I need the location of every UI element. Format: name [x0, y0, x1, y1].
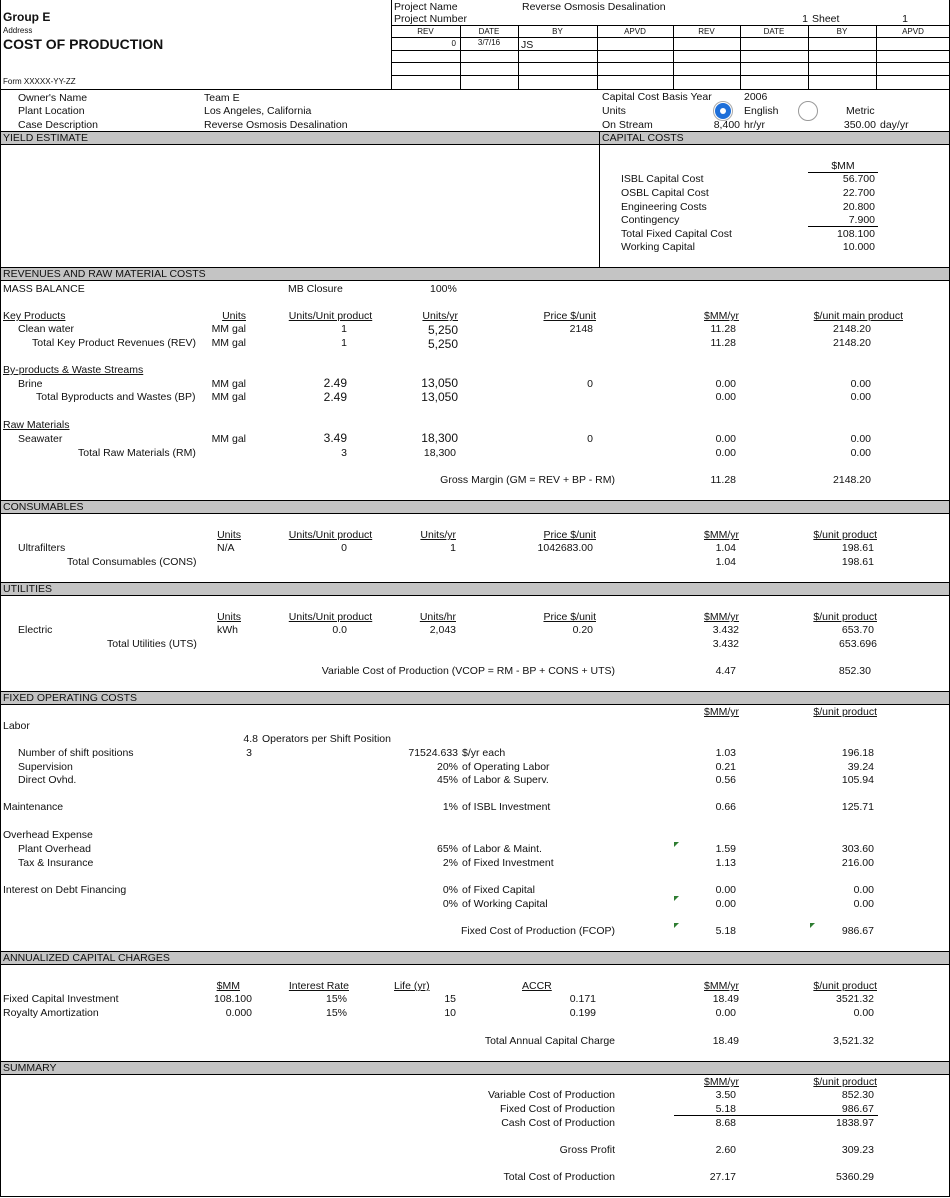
location-label: Plant Location — [18, 105, 85, 117]
cons-total-name: Total Consumables (CONS) — [67, 556, 197, 568]
plant-overhead-name: Plant Overhead — [18, 843, 91, 855]
clean-water-upp: 1 — [341, 323, 347, 335]
per-unit-col-header: $/unit product — [813, 706, 877, 718]
mmyr-col-header: $MM/yr — [704, 1076, 739, 1088]
total-cost-per: 5360.29 — [836, 1171, 874, 1183]
metric-radio[interactable] — [798, 101, 818, 121]
revenues-title: REVENUES AND RAW MATERIAL COSTS — [3, 268, 206, 280]
project-number-label: Project Number — [394, 13, 467, 25]
shift-positions-count: 3 — [246, 747, 252, 759]
rm-total-upy: 18,300 — [423, 447, 456, 459]
fcop-per: 986.67 — [841, 925, 874, 937]
bp-total-name: Total Byproducts and Wastes (BP) — [36, 391, 196, 403]
upp-col-header: Units/Unit product — [288, 529, 373, 541]
capital-unit-header: $MM — [831, 160, 855, 172]
capital-row-label: OSBL Capital Cost — [621, 187, 709, 199]
sheet-number: 1 — [802, 13, 808, 25]
plant-overhead-mmyr: 1.59 — [715, 843, 736, 855]
shift-rate: 71524.633 — [408, 747, 458, 759]
royalty-rate: 15% — [325, 1007, 347, 1019]
ultrafilters-name: Ultrafilters — [18, 542, 66, 554]
seawater-name: Seawater — [18, 433, 63, 445]
supervision-per: 39.24 — [847, 761, 874, 773]
project-name-label: Project Name — [394, 1, 458, 13]
annualized-header — [0, 951, 950, 965]
rev-total-units: MM gal — [211, 337, 246, 349]
tax-insurance-mmyr: 1.13 — [715, 857, 736, 869]
case-label: Case Description — [18, 119, 98, 131]
uts-total-per: 653.696 — [839, 638, 877, 650]
sheet-of: 1 — [902, 13, 908, 25]
metric-label: Metric — [846, 105, 875, 117]
seawater-price: 0 — [587, 433, 593, 445]
owner-value: Team E — [204, 92, 240, 104]
owner-label: Owner's Name — [18, 92, 88, 104]
gross-profit-mmyr: 2.60 — [715, 1144, 736, 1156]
interest-fixed-mmyr: 0.00 — [715, 884, 736, 896]
maintenance-desc: of ISBL Investment — [462, 801, 551, 813]
shift-rate-desc: $/yr each — [462, 747, 506, 759]
annual-charge-mmyr: 18.49 — [712, 1035, 739, 1047]
clean-water-name: Clean water — [18, 323, 75, 335]
onstream-days: 350.00 — [843, 119, 876, 131]
royalty-life: 10 — [444, 1007, 456, 1019]
price-col-header: Price $/unit — [543, 611, 596, 623]
yield-capital-header — [0, 131, 950, 145]
fixed-capital-per: 3521.32 — [836, 993, 874, 1005]
rm-total-upp: 3 — [341, 447, 347, 459]
capital-row-value: 22.700 — [842, 187, 875, 199]
rev-header: REV — [417, 27, 434, 36]
seawater-mmyr: 0.00 — [715, 433, 736, 445]
fixed-header — [0, 691, 950, 705]
summary-cash-mmyr: 8.68 — [715, 1117, 736, 1129]
uts-total-mmyr: 3.432 — [712, 638, 739, 650]
maintenance-name: Maintenance — [3, 801, 64, 813]
seawater-upy: 18,300 — [421, 431, 458, 445]
rev-total-upp: 1 — [341, 337, 347, 349]
summary-header — [0, 1061, 950, 1075]
location-value: Los Angeles, California — [204, 105, 312, 117]
capital-row-label: Working Capital — [621, 241, 695, 253]
clean-water-mmyr: 11.28 — [710, 323, 736, 335]
royalty-mm: 0.000 — [225, 1007, 252, 1019]
royalty-name: Royalty Amortization — [3, 1007, 99, 1019]
royalty-mmyr: 0.00 — [715, 1007, 736, 1019]
address-label: Address — [3, 26, 33, 35]
labor-label: Labor — [3, 720, 30, 732]
mb-closure-label: MB Closure — [288, 283, 343, 295]
key-products-title: Key Products — [3, 310, 66, 322]
raw-materials-title: Raw Materials — [3, 419, 70, 431]
total-cost-mmyr: 27.17 — [709, 1171, 736, 1183]
date-value[interactable]: 3/7/16 — [477, 38, 501, 47]
ultrafilters-mmyr: 1.04 — [715, 542, 736, 554]
per-unit-col-header: $/unit product — [813, 611, 877, 623]
units-col-header: Units — [222, 310, 246, 322]
bp-total-upy: 13,050 — [421, 390, 458, 404]
page-title: COST OF PRODUCTION — [3, 36, 164, 52]
summary-fcop-mmyr: 5.18 — [715, 1103, 736, 1115]
brine-upy: 13,050 — [421, 376, 458, 390]
revenues-header — [0, 267, 950, 281]
maintenance-per: 125.71 — [841, 801, 874, 813]
ops-per-shift-value: 4.8 — [243, 733, 258, 745]
basis-year-value: 2006 — [744, 91, 768, 103]
clean-water-price: 2148 — [569, 323, 593, 335]
electric-mmyr: 3.432 — [712, 624, 739, 636]
hours-unit: hr/yr — [744, 119, 765, 131]
fixed-capital-name: Fixed Capital Investment — [3, 993, 119, 1005]
brine-per: 0.00 — [850, 378, 871, 390]
royalty-per: 0.00 — [853, 1007, 874, 1019]
bp-total-per: 0.00 — [850, 391, 871, 403]
apvd-header-2: APVD — [902, 27, 924, 36]
direct-ovhd-per: 105.94 — [841, 774, 874, 786]
electric-per: 653.70 — [841, 624, 874, 636]
summary-vcop-mmyr: 3.50 — [715, 1089, 736, 1101]
royalty-accr: 0.199 — [569, 1007, 596, 1019]
units-col-header: Units — [217, 611, 241, 623]
tax-insurance-name: Tax & Insurance — [18, 857, 94, 869]
electric-upp: 0.0 — [332, 624, 347, 636]
capital-row-value: 7.900 — [848, 214, 875, 226]
comment-indicator-icon[interactable] — [674, 842, 679, 847]
fixed-title: FIXED OPERATING COSTS — [3, 692, 137, 704]
plant-overhead-rate: 65% — [436, 843, 458, 855]
plant-overhead-per: 303.60 — [841, 843, 874, 855]
rev-value[interactable]: 0 — [451, 39, 456, 48]
ops-per-shift-label: Operators per Shift Position — [262, 733, 391, 745]
cons-total-mmyr: 1.04 — [715, 556, 736, 568]
cons-total-per: 198.61 — [841, 556, 874, 568]
english-radio[interactable] — [713, 101, 733, 121]
summary-fcop-label: Fixed Cost of Production — [500, 1103, 615, 1115]
price-col-header: Price $/unit — [543, 529, 596, 541]
total-cost-label: Total Cost of Production — [503, 1171, 615, 1183]
interest-label: Interest on Debt Financing — [3, 884, 127, 896]
mb-closure-value: 100% — [430, 283, 457, 295]
per-unit-col-header: $/unit product — [813, 980, 877, 992]
direct-ovhd-mmyr: 0.56 — [715, 774, 736, 786]
comment-indicator-icon[interactable] — [674, 896, 679, 901]
tax-insurance-desc: of Fixed Investment — [462, 857, 554, 869]
seawater-per: 0.00 — [850, 433, 871, 445]
fixed-capital-rate: 15% — [325, 993, 347, 1005]
brine-upp: 2.49 — [323, 376, 347, 390]
gross-profit-label: Gross Profit — [559, 1144, 615, 1156]
utilities-header — [0, 582, 950, 596]
uph-col-header: Units/hr — [419, 611, 456, 623]
gross-margin-per: 2148.20 — [833, 474, 871, 486]
units-label: Units — [602, 105, 626, 117]
capital-row-value: 108.100 — [837, 228, 875, 240]
uts-total-name: Total Utilities (UTS) — [107, 638, 197, 650]
rev-total-upy: 5,250 — [427, 337, 458, 351]
project-name-value: Reverse Osmosis Desalination — [522, 1, 666, 13]
fixed-capital-mmyr: 18.49 — [712, 993, 739, 1005]
capital-row-label: Contingency — [621, 214, 680, 226]
rm-total-name: Total Raw Materials (RM) — [78, 447, 196, 459]
summary-vcop-label: Variable Cost of Production — [487, 1089, 615, 1101]
electric-price: 0.20 — [572, 624, 593, 636]
summary-title: SUMMARY — [3, 1062, 57, 1074]
shift-positions-name: Number of shift positions — [18, 747, 134, 759]
summary-vcop-per: 852.30 — [841, 1089, 874, 1101]
by-value[interactable]: JS — [521, 39, 534, 51]
bp-total-units: MM gal — [211, 391, 246, 403]
fixed-capital-life: 15 — [444, 993, 456, 1005]
upp-col-header: Units/Unit product — [288, 611, 373, 623]
maintenance-mmyr: 0.66 — [715, 801, 736, 813]
gross-profit-per: 309.23 — [841, 1144, 874, 1156]
units-col-header: Units — [217, 529, 241, 541]
consumables-title: CONSUMABLES — [3, 501, 84, 513]
vcop-per: 852.30 — [838, 665, 871, 677]
shift-per: 196.18 — [841, 747, 874, 759]
rev-header-2: REV — [698, 27, 715, 36]
capital-row-label: Engineering Costs — [621, 201, 707, 213]
supervision-rate: 20% — [436, 761, 458, 773]
date-header: DATE — [478, 27, 500, 36]
upp-col-header: Units/Unit product — [288, 310, 373, 322]
summary-cash-label: Cash Cost of Production — [501, 1117, 615, 1129]
mmyr-col-header: $MM/yr — [704, 310, 739, 322]
shift-mmyr: 1.03 — [715, 747, 736, 759]
apvd-header: APVD — [624, 27, 646, 36]
vcop-label: Variable Cost of Production (VCOP = RM - BP + CONS + UTS) — [321, 665, 615, 677]
fcop-mmyr: 5.18 — [715, 925, 736, 937]
life-col-header: Life (yr) — [394, 980, 430, 992]
days-unit: day/yr — [880, 119, 909, 131]
annualized-title: ANNUALIZED CAPITAL CHARGES — [3, 952, 170, 964]
consumables-header — [0, 500, 950, 514]
yield-estimate-title: YIELD ESTIMATE — [3, 132, 88, 144]
rev-total-mmyr: 11.28 — [710, 337, 736, 349]
basis-year-label: Capital Cost Basis Year — [602, 91, 712, 103]
brine-units: MM gal — [211, 378, 246, 390]
onstream-label: On Stream — [602, 119, 653, 131]
group-name: Group E — [3, 10, 51, 24]
summary-fcop-per: 986.67 — [841, 1103, 874, 1115]
mmyr-col-header: $MM/yr — [704, 980, 739, 992]
brine-price: 0 — [587, 378, 593, 390]
form-number: Form XXXXX-YY-ZZ — [3, 77, 76, 86]
clean-water-units: MM gal — [211, 323, 246, 335]
capital-row-value: 10.000 — [842, 241, 875, 253]
bp-total-mmyr: 0.00 — [715, 391, 736, 403]
case-value: Reverse Osmosis Desalination — [204, 119, 348, 131]
annual-charge-per: 3,521.32 — [833, 1035, 874, 1047]
sheet-label: Sheet — [812, 13, 840, 25]
capital-costs-title: CAPITAL COSTS — [602, 132, 684, 144]
utilities-title: UTILITIES — [3, 583, 53, 595]
capital-row-value: 20.800 — [842, 201, 875, 213]
tax-insurance-per: 216.00 — [841, 857, 874, 869]
accr-col-header: ACCR — [522, 980, 552, 992]
gross-margin-label: Gross Margin (GM = REV + BP - RM) — [440, 474, 615, 486]
interest-working-mmyr: 0.00 — [715, 898, 736, 910]
english-label: English — [744, 105, 779, 117]
mass-balance-label: MASS BALANCE — [3, 283, 85, 295]
vcop-mmyr: 4.47 — [715, 665, 736, 677]
electric-uph: 2,043 — [429, 624, 456, 636]
capital-row-label: ISBL Capital Cost — [621, 173, 704, 185]
seawater-units: MM gal — [211, 433, 246, 445]
clean-water-per: 2148.20 — [833, 323, 871, 335]
tax-insurance-rate: 2% — [442, 857, 458, 869]
fcop-label: Fixed Cost of Production (FCOP) — [460, 925, 615, 937]
rev-total-name: Total Key Product Revenues (REV) — [32, 337, 196, 349]
rm-total-per: 0.00 — [850, 447, 871, 459]
direct-ovhd-rate: 45% — [436, 774, 458, 786]
brine-name: Brine — [18, 378, 43, 390]
mmyr-col-header: $MM/yr — [704, 611, 739, 623]
maintenance-rate: 1% — [442, 801, 458, 813]
gross-margin-mmyr: 11.28 — [710, 474, 736, 486]
supervision-desc: of Operating Labor — [462, 761, 550, 773]
electric-units: kWh — [217, 624, 238, 636]
brine-mmyr: 0.00 — [715, 378, 736, 390]
interest-rate-col-header: Interest Rate — [288, 980, 349, 992]
ultrafilters-upp: 0 — [341, 542, 347, 554]
per-unit-col-header: $/unit product — [813, 1076, 877, 1088]
interest-fixed-desc: of Fixed Capital — [462, 884, 535, 896]
interest-fixed-per: 0.00 — [853, 884, 874, 896]
ultrafilters-units: N/A — [217, 542, 235, 554]
rm-total-mmyr: 0.00 — [715, 447, 736, 459]
direct-ovhd-name: Direct Ovhd. — [18, 774, 77, 786]
clean-water-upy: 5,250 — [427, 323, 458, 337]
upy-col-header: Units/yr — [420, 529, 456, 541]
interest-working-rate: 0% — [442, 898, 458, 910]
interest-fixed-rate: 0% — [442, 884, 458, 896]
interest-working-desc: of Working Capital — [462, 898, 548, 910]
interest-working-per: 0.00 — [853, 898, 874, 910]
mmyr-col-header: $MM/yr — [704, 706, 739, 718]
supervision-mmyr: 0.21 — [715, 761, 736, 773]
plant-overhead-desc: of Labor & Maint. — [462, 843, 542, 855]
seawater-upp: 3.49 — [323, 431, 347, 445]
by-header: BY — [552, 27, 563, 36]
comment-indicator-icon[interactable] — [674, 923, 679, 928]
ultrafilters-upy: 1 — [450, 542, 456, 554]
mmyr-col-header: $MM/yr — [704, 529, 739, 541]
electric-name: Electric — [18, 624, 53, 636]
fixed-capital-accr: 0.171 — [569, 993, 596, 1005]
rev-total-per: 2148.20 — [833, 337, 871, 349]
fixed-capital-mm: 108.100 — [214, 993, 252, 1005]
onstream-hours: 8,400 — [713, 119, 740, 131]
price-col-header: Price $/unit — [543, 310, 596, 322]
direct-ovhd-desc: of Labor & Superv. — [462, 774, 549, 786]
bp-total-upp: 2.49 — [323, 390, 347, 404]
upy-col-header: Units/yr — [422, 310, 458, 322]
per-unit-col-header: $/unit product — [813, 529, 877, 541]
capital-row-value: 56.700 — [842, 173, 875, 185]
supervision-name: Supervision — [18, 761, 73, 773]
by-header-2: BY — [836, 27, 848, 36]
overhead-label: Overhead Expense — [3, 829, 93, 841]
byproducts-title: By-products & Waste Streams — [3, 364, 144, 376]
per-unit-col-header: $/unit main product — [813, 310, 903, 322]
ultrafilters-price: 1042683.00 — [537, 542, 593, 554]
capital-row-label: Total Fixed Capital Cost — [621, 228, 732, 240]
date-header-2: DATE — [763, 27, 785, 36]
ultrafilters-per: 198.61 — [841, 542, 874, 554]
mm-col-header: $MM — [216, 980, 240, 992]
summary-cash-per: 1838.97 — [836, 1117, 874, 1129]
annual-charge-label: Total Annual Capital Charge — [484, 1035, 615, 1047]
